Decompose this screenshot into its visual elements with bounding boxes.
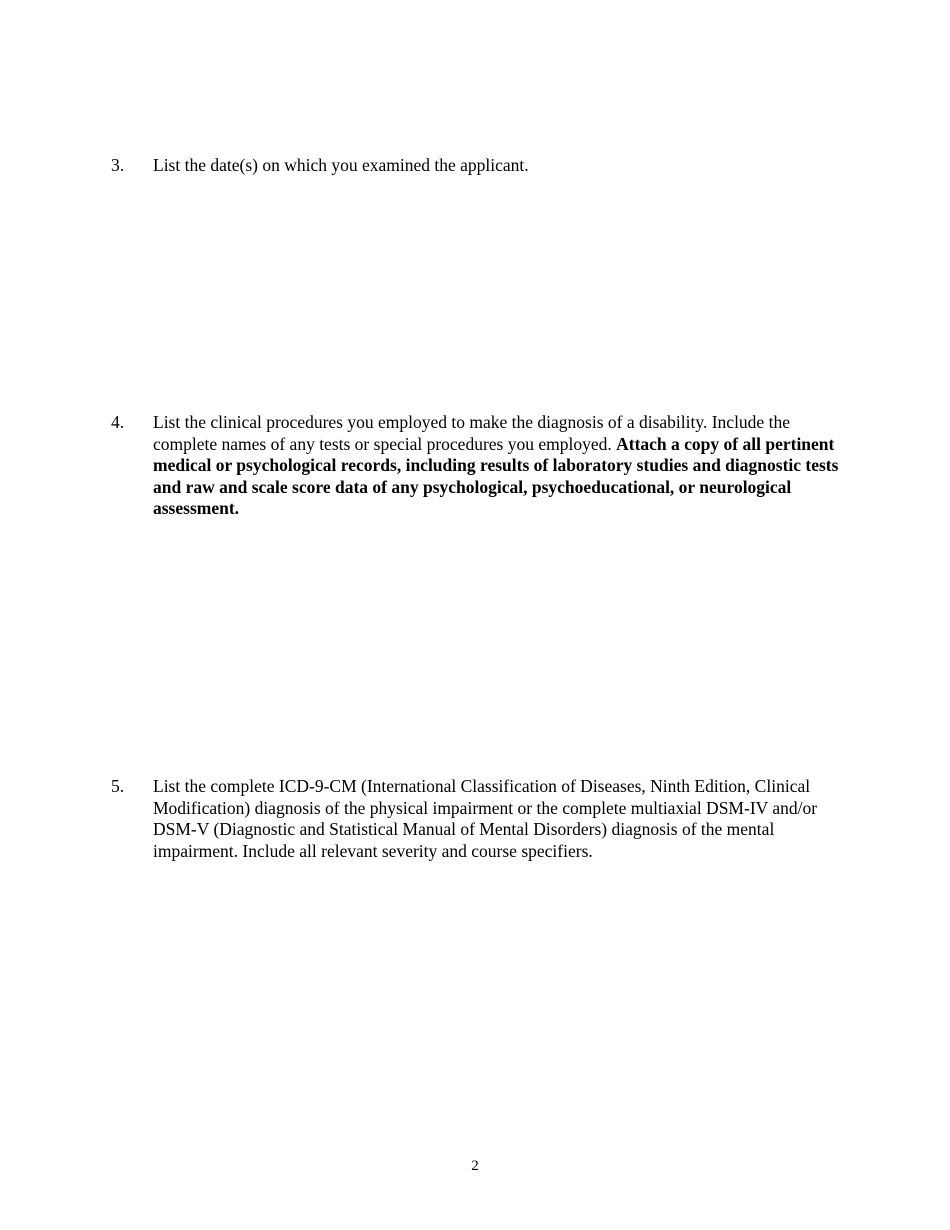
question-number: 4. — [111, 412, 125, 432]
question-number: 5. — [111, 776, 125, 796]
question-prompt: List the clinical procedures you employed to make the diagnosis of a disability. Include the complete names of any tests or special procedures you employed. — [153, 412, 790, 454]
question-text — [153, 776, 843, 862]
question-prompt: List the date(s) on which you examined the applicant. — [153, 155, 529, 175]
question-text — [153, 412, 843, 520]
page-number: 2 — [471, 1158, 479, 1174]
question-number: 3. — [111, 155, 125, 175]
question-instruction-bold: Attach a copy of all pertinent medical or psychological records, including results of laboratory studies and diagnostic tests and raw and scale score data of any psychological, psychoeducational, or neurological assessment. — [153, 433, 839, 518]
question-prompt: List the complete ICD-9-CM (International Classification of Diseases, Ninth Edition, Clinical Modification) diagnosis of the physical impairment or the complete multiaxial DSM-IV and/or DSM-V (Diagnostic and Statistical Manual of Mental Disorders) diagnosis of the mental impairment. Include all relevant severity and course specifiers. — [153, 776, 818, 861]
question-text — [153, 155, 843, 177]
